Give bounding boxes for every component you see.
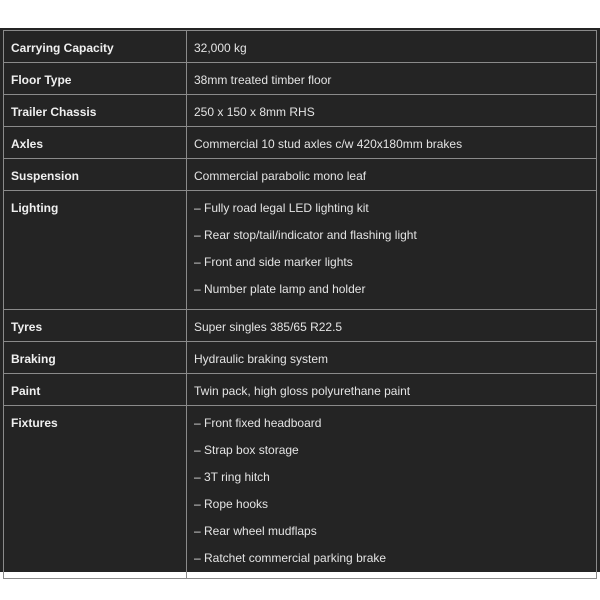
spec-row [4,127,597,159]
spec-value-line: Commercial parabolic mono leaf [194,169,367,183]
spec-value-line: 38mm treated timber floor [194,73,332,87]
spec-label: Suspension [4,159,187,191]
spec-value [187,127,597,159]
spec-value [187,310,597,342]
spec-value [187,374,597,406]
spec-value [187,63,597,95]
spec-value-line: – Front fixed headboard [194,416,322,430]
spec-value-line: – Strap box storage [194,443,299,457]
spec-row [4,95,597,127]
spec-label: Floor Type [4,63,187,95]
spec-row [4,374,597,406]
spec-label: Trailer Chassis [4,95,187,127]
spec-value-line: – Number plate lamp and holder [194,282,366,296]
spec-value [187,342,597,374]
spec-value-line: – Rear stop/tail/indicator and flashing light [194,228,417,242]
spec-label: Axles [4,127,187,159]
spec-value-line: 250 x 150 x 8mm RHS [194,105,315,119]
spec-value-line: 32,000 kg [194,41,247,55]
spec-value [187,191,597,310]
spec-value-line: Hydraulic braking system [194,352,329,366]
spec-label: Paint [4,374,187,406]
spec-value-line: – Front and side marker lights [194,255,353,269]
spec-table-panel [0,28,600,572]
spec-value [187,31,597,63]
spec-value-line: Twin pack, high gloss polyurethane paint [194,384,411,398]
spec-row [4,310,597,342]
spec-row [4,31,597,63]
spec-value-line: – Ratchet commercial parking brake [194,551,387,565]
spec-value-line: – 3T ring hitch [194,470,270,484]
spec-value [187,95,597,127]
spec-row [4,191,597,310]
spec-row [4,406,597,579]
spec-row [4,342,597,374]
spec-row [4,159,597,191]
spec-row [4,63,597,95]
spec-value [187,406,597,579]
spec-label: Carrying Capacity [4,31,187,63]
spec-label: Fixtures [4,406,187,579]
specifications-table [3,30,597,579]
spec-value-line: Commercial 10 stud axles c/w 420x180mm brakes [194,137,463,151]
spec-value-line: – Rear wheel mudflaps [194,524,317,538]
spec-label: Tyres [4,310,187,342]
spec-value-line: – Rope hooks [194,497,269,511]
spec-value-line: – Fully road legal LED lighting kit [194,201,369,215]
spec-value-line: Super singles 385/65 R22.5 [194,320,343,334]
spec-label: Lighting [4,191,187,310]
spec-label: Braking [4,342,187,374]
spec-value [187,159,597,191]
